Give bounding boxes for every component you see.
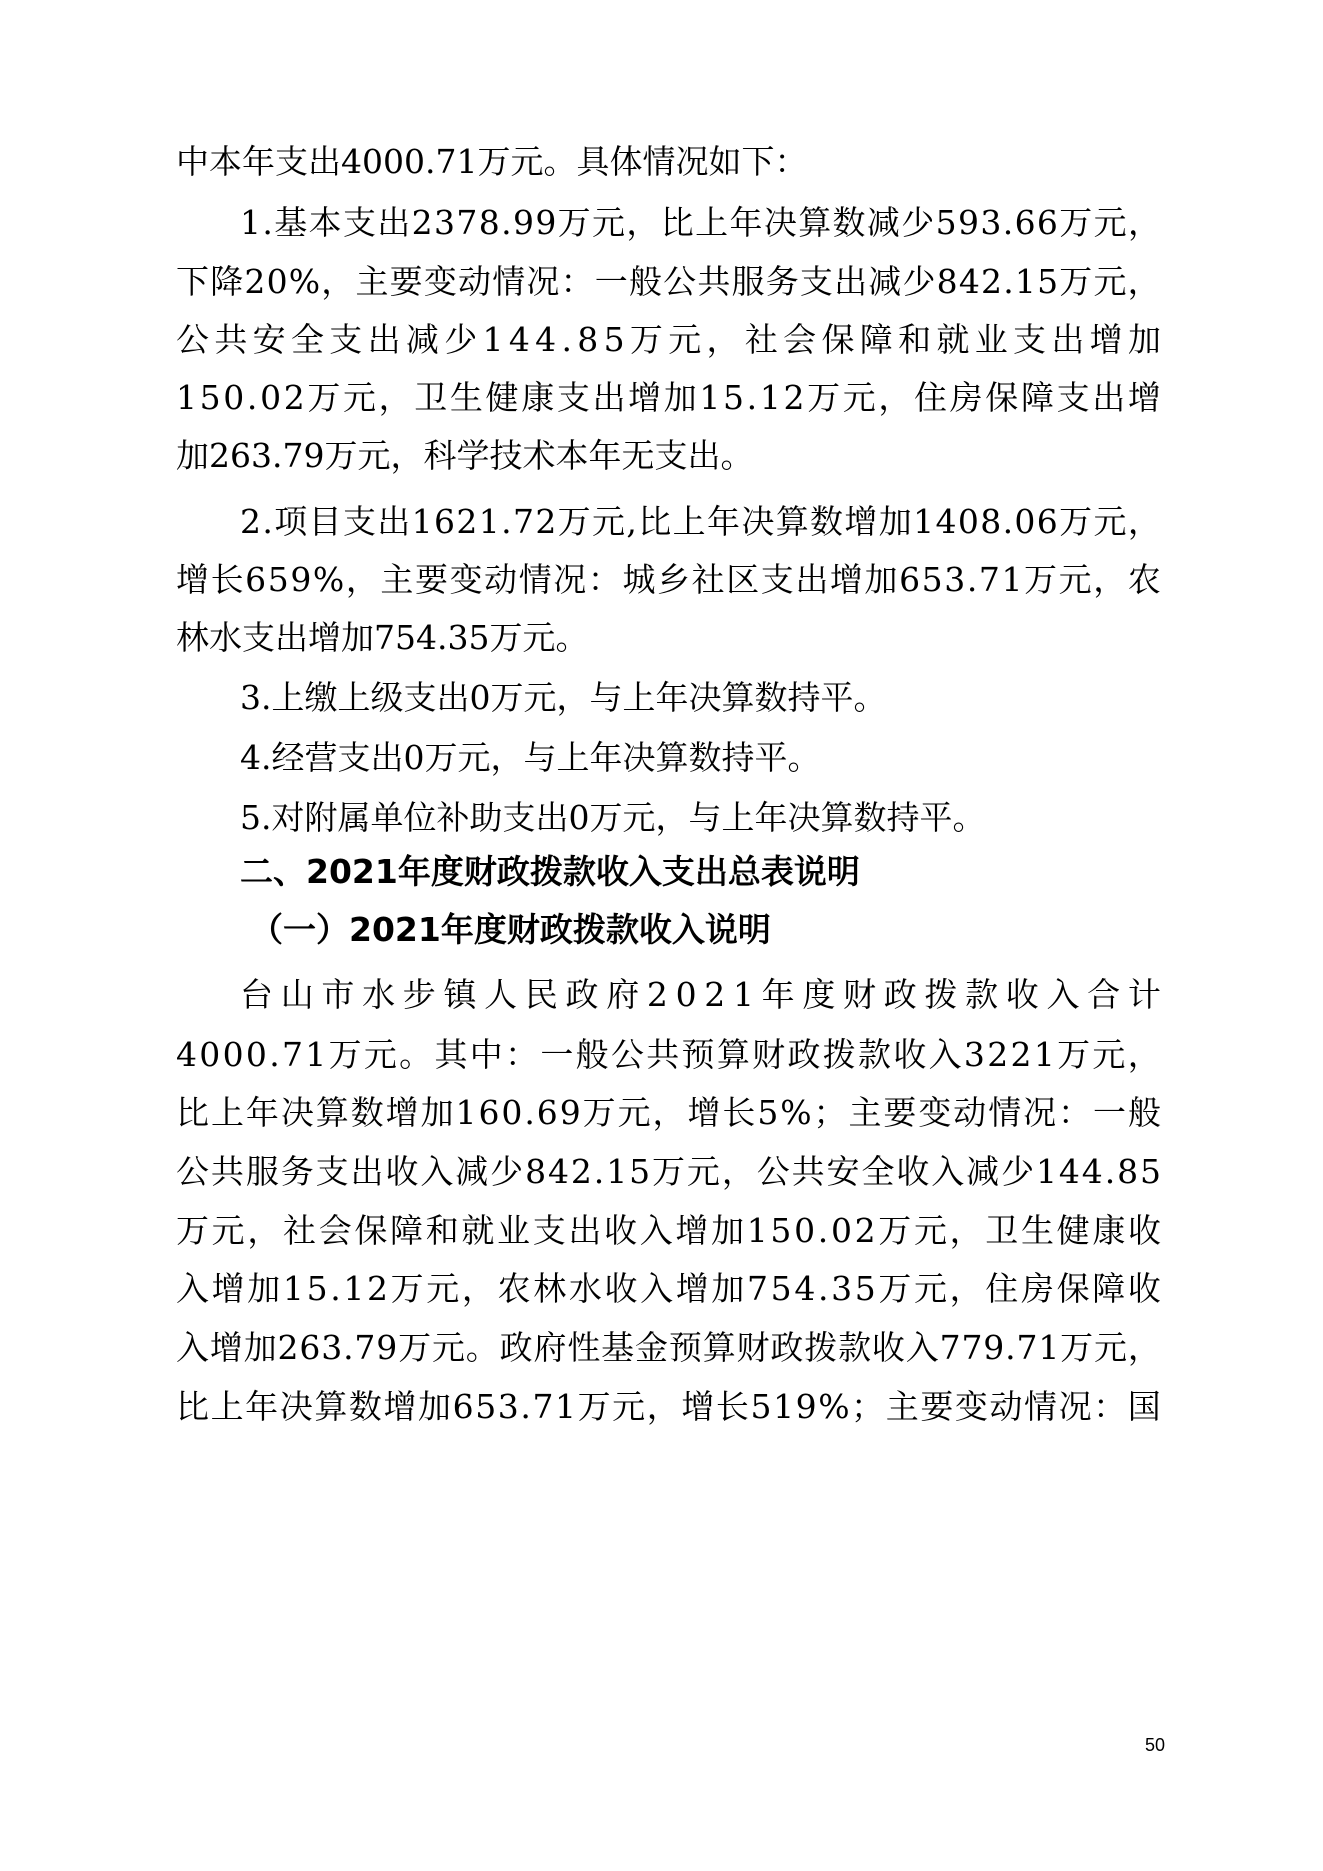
text-line: 入 增 加 1 5 . 1 2 万 元 ， 农 林 水 收 入 增 加 7 5 4 . 3 5 万 元 ， 住 房 保 障 收 <box>176 1269 1161 1308</box>
text-line: 公 共 服 务 支 出 收 入 减 少 8 4 2 . 1 5 万 元 ， 公 共 安 全 收 入 减 少 1 4 4 . 8 5 <box>176 1152 1161 1191</box>
text-line: 比 上 年 决 算 数 增 加 6 5 3 . 7 1 万 元 ， 增 长 5 1 9 % ； 主 要 变 动 情 况 ： 国 <box>176 1387 1161 1426</box>
section-heading: 二、2021年度财政拨款收入支出总表说明 <box>240 852 860 891</box>
text-line: 5.对附属单位补助支出0万元，与上年决算数持平。 <box>240 798 986 837</box>
text-line: 下 降 2 0 % ， 主 要 变 动 情 况 ： 一 般 公 共 服 务 支 出 减 少 8 4 2 . 1 5 万 元 ， <box>176 262 1161 301</box>
text-line: 林水支出增加754.35万元。 <box>176 618 589 657</box>
text-line: 入 增 加 2 6 3 . 7 9 万 元 。 政 府 性 基 金 预 算 财 政 拨 款 收 入 7 7 9 . 7 1 万 元 ， <box>176 1328 1161 1367</box>
text-line: 1 . 基 本 支 出 2 3 7 8 . 9 9 万 元 ， 比 上 年 决 算 数 减 少 5 9 3 . 6 6 万 元 ， <box>240 203 1161 242</box>
subsection-heading: （一）2021年度财政拨款收入说明 <box>250 910 771 949</box>
text-line: 2 . 项 目 支 出 1 6 2 1 . 7 2 万 元 , 比 上 年 决 算 数 增 加 1 4 0 8 . 0 6 万 元 ， <box>240 502 1161 541</box>
text-line: 中本年支出4000.71万元。具体情况如下： <box>176 142 808 181</box>
text-line: 万 元 ， 社 会 保 障 和 就 业 支 出 收 入 增 加 1 5 0 . 0 2 万 元 ， 卫 生 健 康 收 <box>176 1211 1161 1250</box>
text-line: 4.经营支出0万元，与上年决算数持平。 <box>240 738 821 777</box>
text-line: 4 0 0 0 . 7 1 万 元 。 其 中 ： 一 般 公 共 预 算 财 政 拨 款 收 入 3 2 2 1 万 元 ， <box>176 1035 1161 1074</box>
text-line: 增 长 6 5 9 % ， 主 要 变 动 情 况 ： 城 乡 社 区 支 出 增 加 6 5 3 . 7 1 万 元 ， 农 <box>176 560 1161 599</box>
text-line: 3.上缴上级支出0万元，与上年决算数持平。 <box>240 678 887 717</box>
text-line: 1 5 0 . 0 2 万 元 ， 卫 生 健 康 支 出 增 加 1 5 . 1 2 万 元 ， 住 房 保 障 支 出 增 <box>176 378 1161 417</box>
page-number: 50 <box>1144 1735 1166 1755</box>
text-line: 台 山 市 水 步 镇 人 民 政 府 2 0 2 1 年 度 财 政 拨 款 收 入 合 计 <box>240 975 1161 1014</box>
text-line: 比 上 年 决 算 数 增 加 1 6 0 . 6 9 万 元 ， 增 长 5 % ； 主 要 变 动 情 况 ： 一 般 <box>176 1093 1161 1132</box>
text-line: 加263.79万元，科学技术本年无支出。 <box>176 436 754 475</box>
text-line: 公 共 安 全 支 出 减 少 1 4 4 . 8 5 万 元 ， 社 会 保 障 和 就 业 支 出 增 加 <box>176 320 1161 359</box>
